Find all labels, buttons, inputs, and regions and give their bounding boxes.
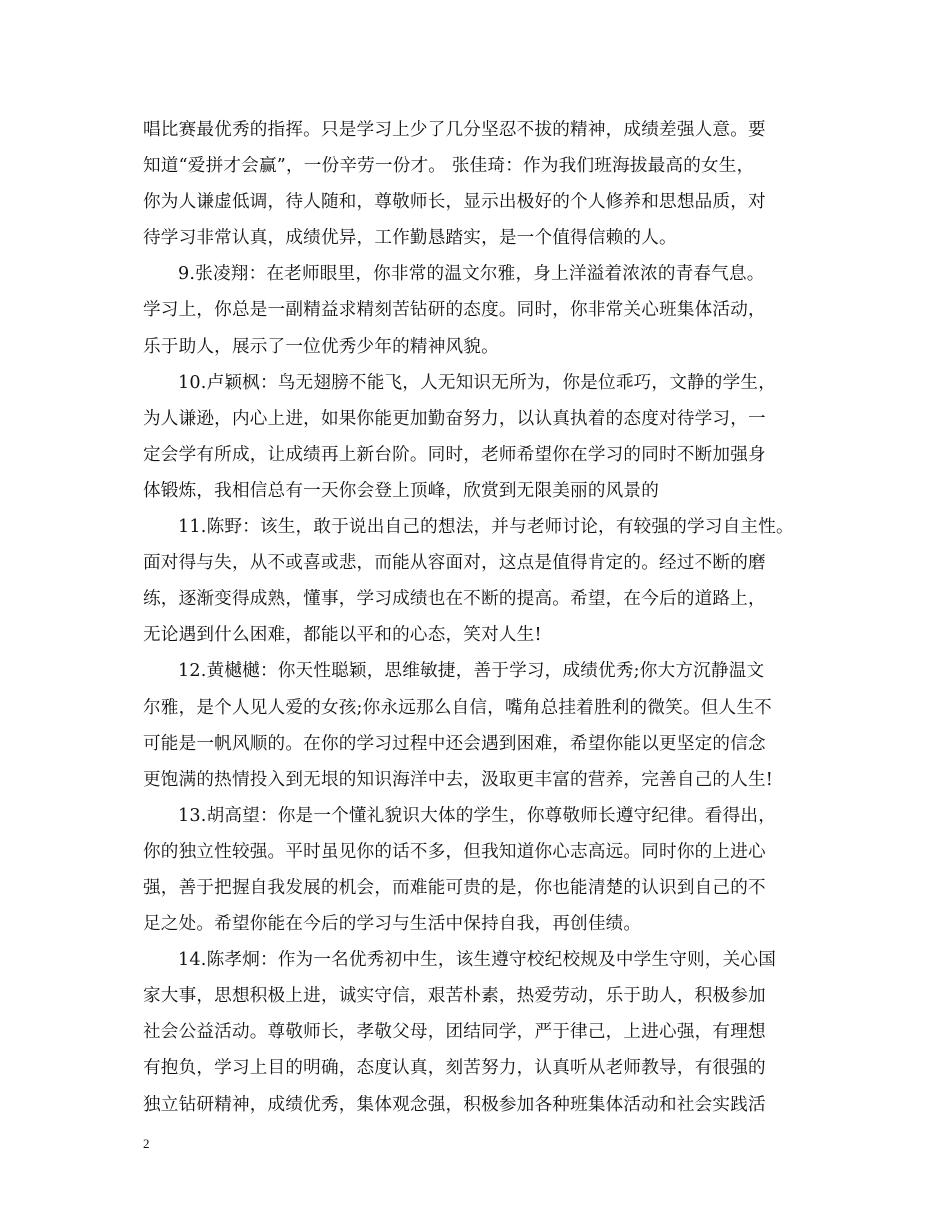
text-line: 定会学有所成，让成绩再上新台阶。同时，老师希望你在学习的同时不断加强身 [143, 444, 766, 465]
text-line: 更饱满的热情投入到无垠的知识海洋中去，汲取更丰富的营养，完善自己的人生! [143, 769, 774, 790]
text-line: 独立钻研精神，成绩优秀，集体观念强，积极参加各种班集体活动和社会实践活 [143, 1094, 766, 1115]
text-line: 强，善于把握自我发展的机会，而难能可贵的是，你也能清楚的认识到自己的不 [143, 877, 766, 898]
text-line: 尔雅，是个人见人爱的女孩;你永远那么自信，嘴角总挂着胜利的微笑。但人生不 [143, 697, 772, 718]
text-line: 为人谦逊，内心上进，如果你能更加勤奋努力，以认真执着的态度对待学习，一 [143, 408, 766, 429]
text-line: 待学习非常认真，成绩优异，工作勤恳踏实，是一个值得信赖的人。 [143, 228, 677, 249]
text-line: 学习上，你总是一副精益求精刻苦钻研的态度。同时，你非常关心班集体活动， [143, 300, 766, 321]
text-line: 家大事，思想积极上进，诚实守信，艰苦朴素，热爱劳动，乐于助人，积极参加 [143, 986, 766, 1007]
text-line: 面对得与失，从不或喜或悲，而能从容面对，这点是值得肯定的。经过不断的磨 [143, 553, 766, 574]
text-line: 乐于助人，展示了一位优秀少年的精神风貌。 [143, 336, 499, 357]
paragraph-start-11: 11.陈野：该生，敢于说出自己的想法，并与老师讨论，有较强的学习自主性。 [178, 517, 794, 538]
text-line: 可能是一帆风顺的。在你的学习过程中还会遇到困难，希望你能以更坚定的信念 [143, 733, 766, 754]
document-body [143, 112, 823, 1123]
paragraph-start-9: 9.张凌翔：在老师眼里，你非常的温文尔雅，身上洋溢着浓浓的青春气息。 [178, 264, 765, 285]
paragraph-start-14: 14.陈孝炯：作为一名优秀初中生，该生遵守校纪校规及中学生守则，关心国 [178, 950, 776, 971]
text-line: 有抱负，学习上目的明确，态度认真，刻苦努力，认真听从老师教导，有很强的 [143, 1058, 766, 1079]
page-number: 2 [143, 1136, 150, 1151]
paragraph-start-12: 12.黄樾樾：你天性聪颖，思维敏捷，善于学习，成绩优秀;你大方沉静温文 [178, 661, 765, 682]
text-line: 体锻炼，我相信总有一天你会登上顶峰，欣赏到无限美丽的风景的 [143, 480, 660, 501]
paragraph-start-10: 10.卢颖枫：鸟无翅膀不能飞，人无知识无所为，你是位乖巧，文静的学生， [178, 372, 776, 393]
text-line: 你的独立性较强。平时虽见你的话不多，但我知道你心志高远。同时你的上进心 [143, 841, 766, 862]
text-line: 社会公益活动。尊敬师长，孝敬父母，团结同学，严于律己，上进心强，有理想 [143, 1022, 766, 1043]
paragraph-start-13: 13.胡高望：你是一个懂礼貌识大体的学生，你尊敬师长遵守纪律。看得出， [178, 805, 776, 826]
text-line: 知道“爱拼才会赢”，一份辛劳一份才。 张佳琦：作为我们班海拔最高的女生， [143, 156, 755, 177]
text-line: 足之处。希望你能在今后的学习与生活中保持自我，再创佳绩。 [143, 914, 642, 935]
text-line: 练，逐渐变得成熟，懂事，学习成绩也在不断的提高。希望，在今后的道路上， [143, 589, 766, 610]
text-line: 你为人谦虚低调，待人随和，尊敬师长，显示出极好的个人修养和思想品质，对 [143, 192, 766, 213]
text-line: 无论遇到什么困难，都能以平和的心态，笑对人生! [143, 625, 542, 646]
text-line: 唱比赛最优秀的指挥。只是学习上少了几分坚忍不拔的精神，成绩差强人意。要 [143, 120, 766, 140]
